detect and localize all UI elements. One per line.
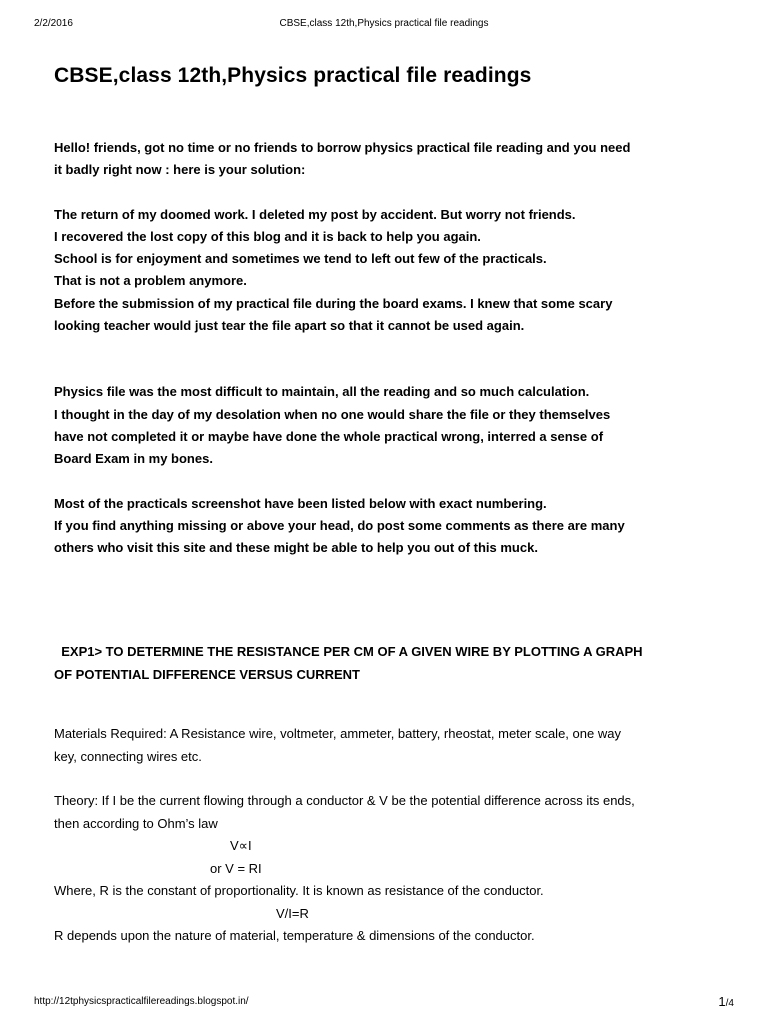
page-content: [54, 58, 714, 948]
intro-line: Hello! friends, got no time or no friends to borrow physics practical file reading and you need: [54, 140, 631, 155]
intro-line: The return of my doomed work. I deleted my post by accident. But worry not friends.: [54, 206, 576, 222]
intro-line: Physics file was the most difficult to maintain, all the reading and so much calculation.: [54, 384, 590, 400]
intro-line: That is not a problem anymore.: [54, 273, 247, 289]
intro-line: I thought in the day of my desolation when no one would share the file or they themselves: [54, 406, 611, 422]
intro-line: others who visit this site and these might be able to help you out of this muck.: [54, 540, 538, 556]
intro-line: If you find anything missing or above your head, do post some comments as there are many: [54, 517, 625, 533]
paragraph-gap: [54, 768, 714, 790]
intro-line: Most of the practicals screenshot have been listed below with exact numbering.: [54, 495, 547, 511]
theory-line: Theory: If I be the current flowing through a conductor & V be the potential difference across its ends,: [54, 793, 635, 809]
depends-line: R depends upon the nature of material, temperature & dimensions of the conductor.: [54, 928, 535, 944]
equation-ohms-law: or V = RI: [210, 860, 262, 876]
intro-line: Board Exam in my bones.: [54, 451, 213, 467]
intro-line: School is for enjoyment and sometimes we tend to left out few of the practicals.: [54, 251, 547, 267]
paragraph-gap: [54, 471, 714, 493]
experiment-heading-line: EXP1> TO DETERMINE THE RESISTANCE PER CM OF A GIVEN WIRE BY PLOTTING A GRAPH: [54, 644, 643, 660]
page-number: [718, 994, 734, 1012]
intro-line: it badly right now : here is your solution:: [54, 162, 306, 178]
print-date: 2/2/2016: [34, 18, 73, 29]
equation-proportional: V∝I: [230, 838, 252, 854]
paragraph-gap: [54, 182, 714, 204]
experiment-heading: [54, 641, 714, 686]
page-total: /4: [725, 998, 734, 1009]
intro-line: Before the submission of my practical file during the board exams. I knew that some scary: [54, 295, 613, 311]
materials-line: key, connecting wires etc.: [54, 748, 202, 764]
intro-line: have not completed it or maybe have done the whole practical wrong, interred a sense of: [54, 428, 604, 444]
where-line: Where, R is the constant of proportionality. It is known as resistance of the conductor.: [54, 883, 544, 899]
print-header-title: CBSE,class 12th,Physics practical file readings: [279, 18, 489, 29]
equation-resistance: V/I=R: [276, 905, 309, 921]
page-title: CBSE,class 12th,Physics practical file readings: [54, 64, 532, 87]
paragraph-gap: [54, 337, 714, 381]
experiment-heading-line: OF POTENTIAL DIFFERENCE VERSUS CURRENT: [54, 666, 361, 682]
print-footer: [34, 994, 734, 1010]
experiment-body: [54, 723, 714, 948]
intro-section: [54, 137, 714, 559]
page-current: 1: [718, 994, 726, 1009]
materials-line: Materials Required: A Resistance wire, voltmeter, ammeter, battery, rheostat, meter scale, one way: [54, 726, 621, 742]
theory-line: then according to Ohm’s law: [54, 815, 218, 831]
intro-line: I recovered the lost copy of this blog and it is back to help you again.: [54, 228, 481, 244]
print-header: [34, 17, 734, 31]
source-url: http://12tphysicspracticalfilereadings.blogspot.in/: [34, 996, 249, 1007]
intro-line: looking teacher would just tear the file apart so that it cannot be used again.: [54, 318, 525, 334]
